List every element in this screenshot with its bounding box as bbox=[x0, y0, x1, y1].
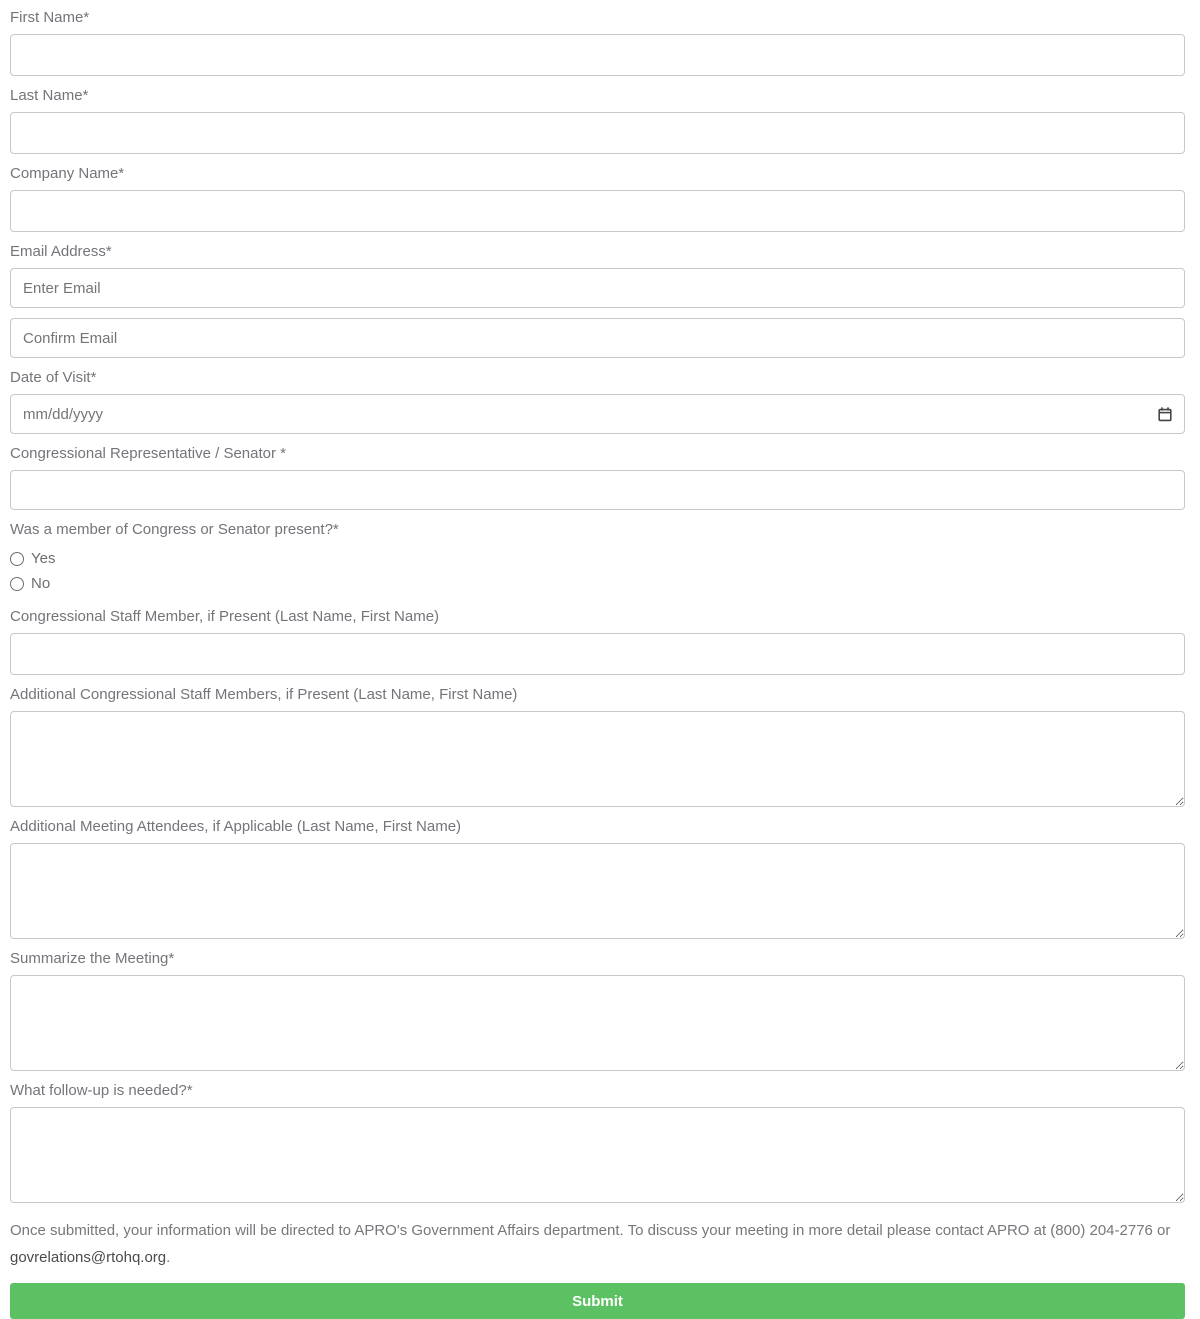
first-name-field[interactable] bbox=[10, 34, 1185, 76]
govrelations-email-link[interactable]: govrelations@rtohq.org bbox=[10, 1249, 167, 1266]
additional-staff-field[interactable] bbox=[10, 711, 1185, 807]
field-company-name bbox=[10, 166, 1185, 232]
member-present-option-yes[interactable] bbox=[10, 546, 1185, 571]
field-summary bbox=[10, 951, 1185, 1071]
field-first-name bbox=[10, 10, 1185, 76]
field-congressional-rep bbox=[10, 446, 1185, 510]
field-date-of-visit bbox=[10, 370, 1185, 434]
date-of-visit-field[interactable] bbox=[10, 394, 1185, 434]
staff-member-label: Congressional Staff Member, if Present (Last Name, First Name) bbox=[10, 608, 440, 625]
field-staff-member bbox=[10, 609, 1185, 675]
field-additional-staff bbox=[10, 687, 1185, 807]
field-last-name bbox=[10, 88, 1185, 154]
member-present-option-no[interactable] bbox=[10, 571, 1185, 596]
submit-button[interactable]: Submit bbox=[10, 1283, 1185, 1319]
follow-up-field[interactable] bbox=[10, 1107, 1185, 1203]
meeting-report-form bbox=[10, 10, 1185, 1319]
last-name-label: Last Name* bbox=[10, 87, 89, 104]
additional-attendees-label: Additional Meeting Attendees, if Applicable (Last Name, First Name) bbox=[10, 818, 462, 835]
email-field[interactable] bbox=[10, 268, 1185, 308]
congressional-rep-label: Congressional Representative / Senator * bbox=[10, 445, 286, 462]
submission-note bbox=[10, 1217, 1185, 1271]
no-radio[interactable] bbox=[10, 577, 24, 591]
field-member-present bbox=[10, 522, 1185, 596]
staff-member-field[interactable] bbox=[10, 633, 1185, 675]
date-of-visit-label: Date of Visit* bbox=[10, 369, 97, 386]
additional-attendees-field[interactable] bbox=[10, 843, 1185, 939]
summary-label: Summarize the Meeting* bbox=[10, 950, 175, 967]
field-email bbox=[10, 244, 1185, 358]
no-radio-label: No bbox=[31, 575, 51, 592]
yes-radio-label: Yes bbox=[31, 550, 56, 567]
last-name-field[interactable] bbox=[10, 112, 1185, 154]
company-name-field[interactable] bbox=[10, 190, 1185, 232]
submission-note-text: Once submitted, your information will be directed to APRO's Government Affairs department. To discuss your meeting in more detail please contact APRO at (800) 204-2776 or bbox=[10, 1222, 1171, 1239]
field-additional-attendees bbox=[10, 819, 1185, 939]
company-name-label: Company Name* bbox=[10, 165, 125, 182]
yes-radio[interactable] bbox=[10, 552, 24, 566]
first-name-label: First Name* bbox=[10, 9, 90, 26]
additional-staff-label: Additional Congressional Staff Members, if Present (Last Name, First Name) bbox=[10, 686, 518, 703]
calendar-icon[interactable] bbox=[1157, 406, 1173, 422]
member-present-label: Was a member of Congress or Senator present?* bbox=[10, 521, 339, 538]
confirm-email-field[interactable] bbox=[10, 318, 1185, 358]
summary-field[interactable] bbox=[10, 975, 1185, 1071]
submission-note-period: . bbox=[166, 1249, 171, 1266]
field-follow-up bbox=[10, 1083, 1185, 1203]
email-label: Email Address* bbox=[10, 243, 112, 260]
congressional-rep-field[interactable] bbox=[10, 470, 1185, 510]
follow-up-label: What follow-up is needed?* bbox=[10, 1082, 193, 1099]
